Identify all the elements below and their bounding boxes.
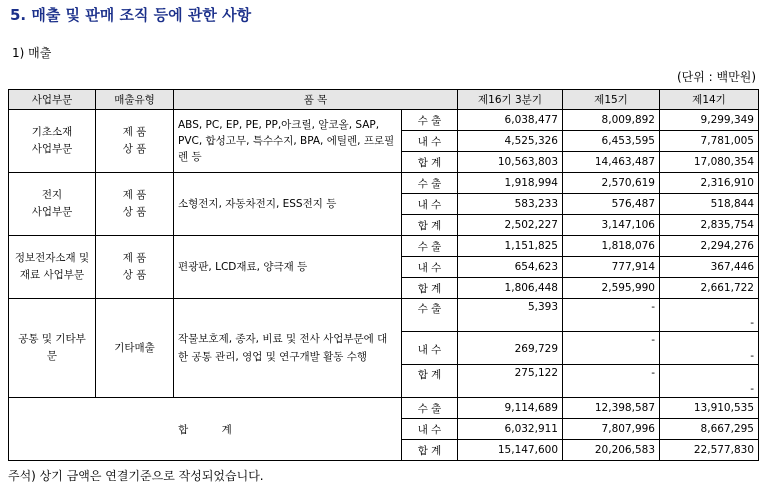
value-cell: - xyxy=(660,332,759,365)
segment-cell: 정보전자소재 및 재료 사업부문 xyxy=(9,236,96,299)
table-row xyxy=(9,398,759,419)
value-cell: 15,147,600 xyxy=(458,440,563,461)
value-cell: 518,844 xyxy=(660,194,759,215)
value-cell: 1,151,825 xyxy=(458,236,563,257)
value-cell: 583,233 xyxy=(458,194,563,215)
type-cell: 제 품 상 품 xyxy=(96,110,174,173)
items-cell: 작물보호제, 종자, 비료 및 전사 사업부문에 대한 공통 관리, 영업 및 연구개발 활동 수행 xyxy=(174,299,402,398)
value-cell: 2,661,722 xyxy=(660,278,759,299)
value-cell: - xyxy=(563,299,660,332)
type-cell: 기타매출 xyxy=(96,299,174,398)
sales-kind: 수 출 xyxy=(402,236,458,257)
value-cell: 14,463,487 xyxy=(563,152,660,173)
sales-kind: 수 출 xyxy=(402,398,458,419)
value-cell: 12,398,587 xyxy=(563,398,660,419)
footnote: 주석) 상기 금액은 연결기준으로 작성되었습니다. xyxy=(8,469,264,483)
sales-kind: 합 계 xyxy=(402,365,458,398)
sales-kind: 합 계 xyxy=(402,215,458,236)
segment-cell: 전지 사업부문 xyxy=(9,173,96,236)
value-cell: 5,393 xyxy=(458,299,563,332)
section-title: 5. 매출 및 판매 조직 등에 관한 사항 xyxy=(10,6,252,24)
sales-kind: 수 출 xyxy=(402,299,458,332)
value-cell: 2,316,910 xyxy=(660,173,759,194)
sales-table xyxy=(8,89,759,461)
value-cell: 1,806,448 xyxy=(458,278,563,299)
type-cell: 제 품 상 품 xyxy=(96,173,174,236)
header-items: 품 목 xyxy=(174,90,458,110)
value-cell: 2,595,990 xyxy=(563,278,660,299)
value-cell: 654,623 xyxy=(458,257,563,278)
value-cell: 22,577,830 xyxy=(660,440,759,461)
sales-kind: 내 수 xyxy=(402,419,458,440)
table-header-row xyxy=(9,90,759,110)
value-cell: 2,294,276 xyxy=(660,236,759,257)
value-cell: 8,009,892 xyxy=(563,110,660,131)
value-cell: 13,910,535 xyxy=(660,398,759,419)
sales-kind: 합 계 xyxy=(402,278,458,299)
value-cell: - xyxy=(660,365,759,398)
sales-kind: 내 수 xyxy=(402,332,458,365)
value-cell: 9,299,349 xyxy=(660,110,759,131)
table-row xyxy=(9,173,759,194)
value-cell: 2,570,619 xyxy=(563,173,660,194)
sales-kind: 내 수 xyxy=(402,194,458,215)
items-cell: 편광판, LCD재료, 양극재 등 xyxy=(174,236,402,299)
header-14: 제14기 xyxy=(660,90,759,110)
value-cell: 4,525,326 xyxy=(458,131,563,152)
value-cell: - xyxy=(563,365,660,398)
segment-cell: 공통 및 기타부 문 xyxy=(9,299,96,398)
unit-label: (단위 : 백만원) xyxy=(677,70,756,84)
sales-kind: 내 수 xyxy=(402,257,458,278)
table-row xyxy=(9,299,759,332)
header-q3-16: 제16기 3분기 xyxy=(458,90,563,110)
value-cell: 8,667,295 xyxy=(660,419,759,440)
table-row xyxy=(9,236,759,257)
value-cell: 17,080,354 xyxy=(660,152,759,173)
value-cell: 10,563,803 xyxy=(458,152,563,173)
value-cell: 1,918,994 xyxy=(458,173,563,194)
sales-kind: 내 수 xyxy=(402,131,458,152)
sales-kind: 합 계 xyxy=(402,152,458,173)
value-cell: 20,206,583 xyxy=(563,440,660,461)
value-cell: 6,032,911 xyxy=(458,419,563,440)
value-cell: 7,781,005 xyxy=(660,131,759,152)
value-cell: 2,835,754 xyxy=(660,215,759,236)
value-cell: 269,729 xyxy=(458,332,563,365)
subsection-title: 1) 매출 xyxy=(12,46,52,60)
items-cell: 소형전지, 자동차전지, ESS전지 등 xyxy=(174,173,402,236)
value-cell: - xyxy=(660,299,759,332)
value-cell: 3,147,106 xyxy=(563,215,660,236)
value-cell: - xyxy=(563,332,660,365)
value-cell: 6,453,595 xyxy=(563,131,660,152)
value-cell: 2,502,227 xyxy=(458,215,563,236)
value-cell: 777,914 xyxy=(563,257,660,278)
header-15: 제15기 xyxy=(563,90,660,110)
header-segment: 사업부문 xyxy=(9,90,96,110)
value-cell: 367,446 xyxy=(660,257,759,278)
value-cell: 1,818,076 xyxy=(563,236,660,257)
items-cell: ABS, PC, EP, PE, PP,아크릴, 알코올, SAP, PVC, 합성고무, 특수수지, BPA, 에틸렌, 프로필렌 등 xyxy=(174,110,402,173)
sales-kind: 수 출 xyxy=(402,173,458,194)
header-type: 매출유형 xyxy=(96,90,174,110)
grand-total-label: 합 계 xyxy=(9,398,402,461)
value-cell: 9,114,689 xyxy=(458,398,563,419)
table-row xyxy=(9,110,759,131)
sales-kind: 합 계 xyxy=(402,440,458,461)
value-cell: 576,487 xyxy=(563,194,660,215)
value-cell: 275,122 xyxy=(458,365,563,398)
value-cell: 7,807,996 xyxy=(563,419,660,440)
value-cell: 6,038,477 xyxy=(458,110,563,131)
type-cell: 제 품 상 품 xyxy=(96,236,174,299)
segment-cell: 기초소재 사업부문 xyxy=(9,110,96,173)
sales-kind: 수 출 xyxy=(402,110,458,131)
